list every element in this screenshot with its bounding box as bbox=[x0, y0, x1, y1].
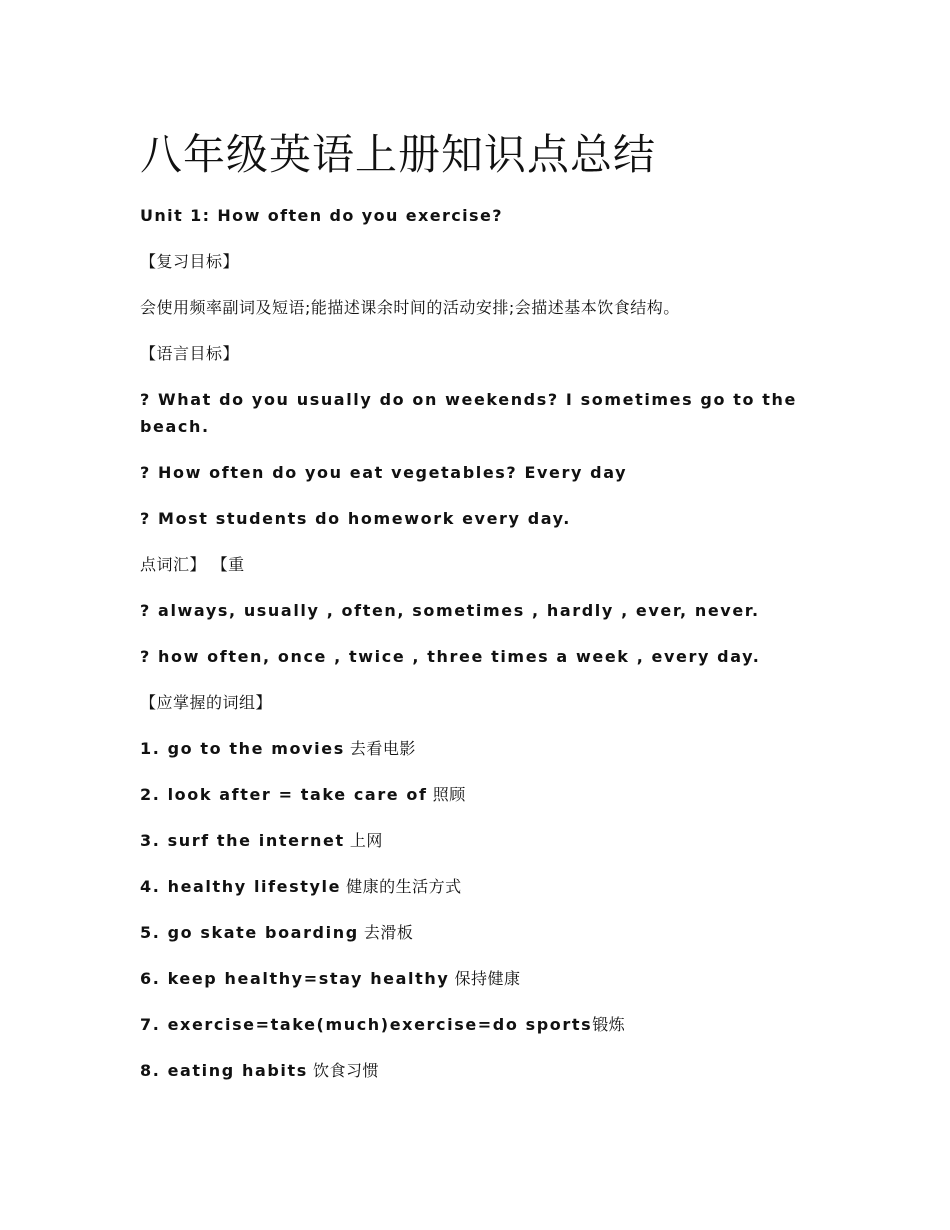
unit-heading: Unit 1: How often do you exercise? bbox=[140, 206, 503, 225]
phrase-en: 1. go to the movies bbox=[140, 739, 345, 758]
phrase-item bbox=[140, 827, 800, 854]
language-goal-item: ? Most students do homework every day. bbox=[140, 509, 571, 528]
phrase-zh: 去看电影 bbox=[349, 739, 416, 758]
phrase-item bbox=[140, 735, 800, 762]
phrase-en: 7. exercise=take(much)exercise=do sports bbox=[140, 1015, 593, 1034]
phrase-item bbox=[140, 781, 800, 808]
phrase-item bbox=[140, 1011, 800, 1038]
phrase-item bbox=[140, 873, 800, 900]
review-goal-text: 会使用频率副词及短语;能描述课余时间的活动安排;会描述基本饮食结构。 bbox=[140, 298, 680, 317]
phrase-zh: 照顾 bbox=[432, 785, 466, 804]
phrase-item bbox=[140, 919, 800, 946]
phrase-en: 2. look after = take care of bbox=[140, 785, 428, 804]
language-goal-heading: 【语言目标】 bbox=[140, 344, 240, 363]
phrase-en: 4. healthy lifestyle bbox=[140, 877, 342, 896]
phrase-zh: 饮食习惯 bbox=[312, 1061, 379, 1080]
phrases-heading: 【应掌握的词组】 bbox=[140, 693, 273, 712]
phrase-zh: 上网 bbox=[349, 831, 383, 850]
language-goal-item: ? How often do you eat vegetables? Every day bbox=[140, 463, 628, 482]
phrase-zh: 去滑板 bbox=[363, 923, 414, 942]
language-goal-item: ? What do you usually do on weekends? I sometimes go to the beach. bbox=[140, 390, 797, 436]
phrase-zh: 健康的生活方式 bbox=[346, 877, 462, 896]
vocab-line: ? always, usually , often, sometimes , hardly , ever, never. bbox=[140, 601, 760, 620]
vocab-heading: 点词汇】 【重 bbox=[140, 555, 245, 574]
phrase-en: 5. go skate boarding bbox=[140, 923, 359, 942]
phrase-en: 8. eating habits bbox=[140, 1061, 308, 1080]
phrase-en: 6. keep healthy=stay healthy bbox=[140, 969, 450, 988]
review-goal-heading: 【复习目标】 bbox=[140, 252, 240, 271]
document-title: 八年级英语上册知识点总结 bbox=[140, 130, 657, 179]
phrase-en: 3. surf the internet bbox=[140, 831, 345, 850]
document-page bbox=[140, 128, 800, 1103]
phrase-zh: 保持健康 bbox=[454, 969, 521, 988]
phrase-zh: 锻炼 bbox=[592, 1015, 626, 1034]
vocab-line: ? how often, once , twice , three times a week , every day. bbox=[140, 647, 761, 666]
phrase-item bbox=[140, 965, 800, 992]
phrase-item bbox=[140, 1057, 800, 1084]
